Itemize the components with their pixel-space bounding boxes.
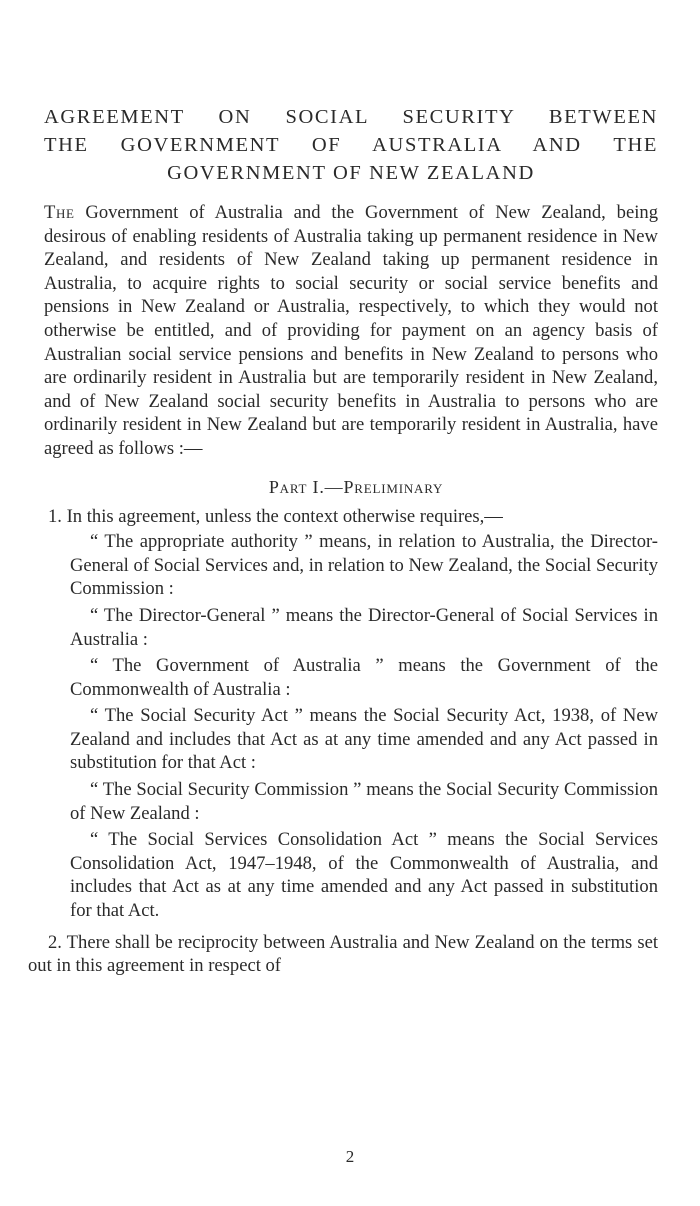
document-body [28, 103, 658, 978]
preamble-paragraph [44, 201, 658, 461]
definition-government-of-australia: “ The Government of Australia ” means the Government of the Commonwealth of Australia : [70, 655, 658, 700]
definition-appropriate-authority: “ The appropriate authority ” means, in relation to Australia, the Director-General of Social Services and, in relation to New Zealand, the Social Security Commission : [70, 531, 658, 600]
clause-2-paragraph: 2. There shall be reciprocity between Australia and New Zealand on the terms set out in this agreement in respect of [28, 931, 658, 977]
definition-social-services-consolidation-act: “ The Social Services Consolidation Act ” means the Social Services Consolidation Act, 1947–1948, of the Commonwealth of Australia, and includes that Act as at any time amended and any Act passed in substitution for that Act. [70, 829, 658, 922]
preamble-text: Government of Australia and the Government of New Zealand, being desirous of enabling residents of Australia taking up permanent residence in New Zealand, and residents of New Zealand taking up permanent residence in Australia, to acquire rights to social security or social service benefits and pensions in New Zealand or Australia, respectively, to which they would not otherwise be entitled, and of providing for payment on an agency basis of Australian social service pensions and benefits in New Zealand to persons who are ordinarily resident in Australia but are temporarily resident in New Zealand, and of New Zealand social security benefits in Australia to persons who are ordinarily resident in New Zealand but are temporarily resident in Australia, have agreed as follows :— [44, 202, 658, 459]
agreement-title-line-2: THE GOVERNMENT OF AUSTRALIA AND THE [44, 134, 658, 156]
part-heading: Part I.—Preliminary [268, 476, 444, 497]
preamble-lead-word: The [44, 202, 75, 223]
agreement-title-line-1: AGREEMENT ON SOCIAL SECURITY BETWEEN [44, 106, 658, 128]
agreement-title-line-3: GOVERNMENT OF NEW ZEALAND [167, 162, 535, 184]
clause-1-intro: 1. In this agreement, unless the context otherwise requires,— [48, 505, 503, 527]
definition-social-security-commission: “ The Social Security Commission ” means the Social Security Commission of New Zealand : [70, 779, 658, 824]
page-number: 2 [345, 1147, 355, 1166]
definition-director-general: “ The Director-General ” means the Director-General of Social Services in Australia : [70, 604, 658, 650]
definition-social-security-act: “ The Social Security Act ” means the Social Security Act, 1938, of New Zealand and includes that Act as at any time amended and any Act passed in substitution for that Act : [70, 705, 658, 774]
